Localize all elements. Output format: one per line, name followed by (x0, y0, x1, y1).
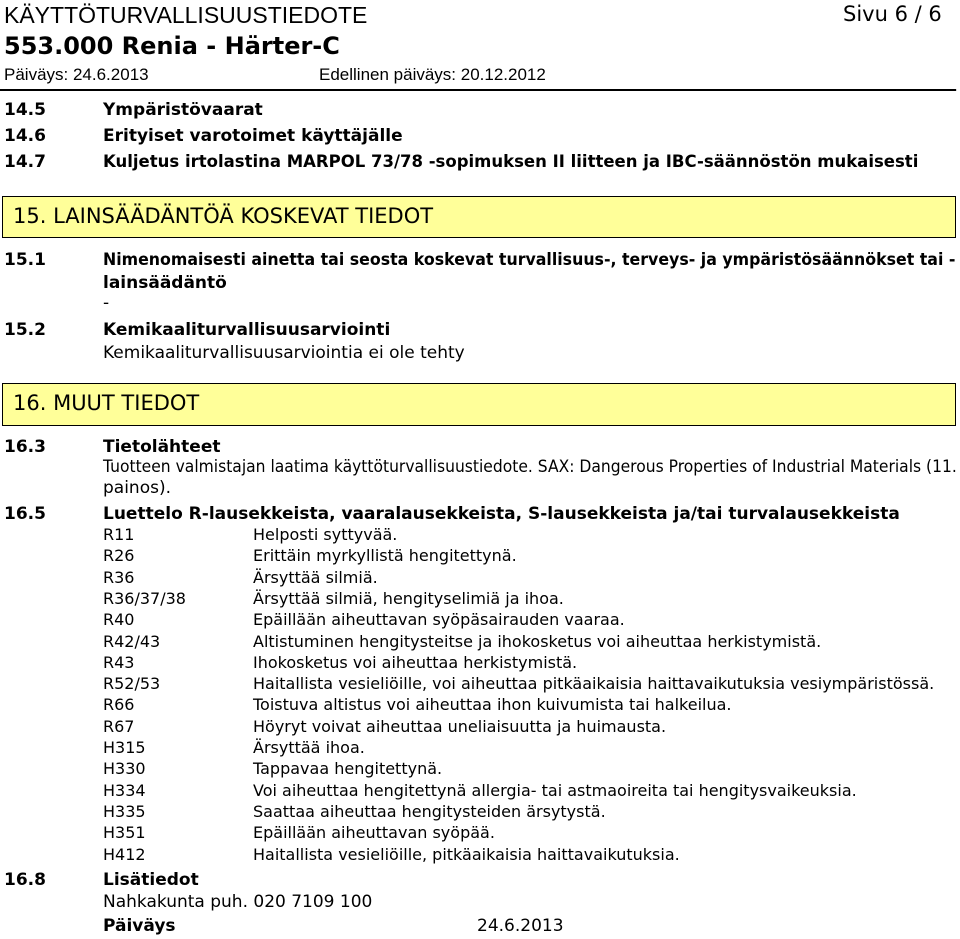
phrase-text: Ärsyttää silmiä, hengityselimiä ja ihoa. (253, 589, 564, 608)
header-divider (0, 89, 956, 91)
section-15-2-value: Kemikaaliturvallisuusarviointia ei ole tehty (103, 343, 465, 363)
phrase-code: R43 (103, 653, 135, 672)
phrase-text: Erittäin myrkyllistä hengitettynä. (253, 546, 517, 565)
phrase-code: R11 (103, 525, 135, 544)
phrase-text: Tappavaa hengitettynä. (253, 759, 443, 778)
section-14-7-number: 14.7 (4, 152, 46, 172)
phrase-code: R67 (103, 717, 135, 736)
phrase-code: H335 (103, 802, 146, 821)
phrase-code: H412 (103, 845, 146, 864)
section-16-3-title: Tietolähteet (103, 437, 221, 457)
phrase-code: R52/53 (103, 674, 161, 693)
section-15-1-title-line1: Nimenomaisesti ainetta tai seosta koskevat turvallisuus-, terveys- ja ympäristösäännökset tai - (103, 250, 956, 269)
section-15-1-number: 15.1 (4, 250, 46, 270)
section-16-heading: 16. MUUT TIEDOT (13, 391, 200, 415)
phrase-text: Toistuva altistus voi aiheuttaa ihon kuivumista tai halkeilua. (253, 695, 732, 714)
section-16-5-title: Luettelo R-lausekkeista, vaaralausekkeista, S-lausekkeista ja/tai turvalausekkeista (103, 504, 900, 524)
phrase-text: Voi aiheuttaa hengitettynä allergia- tai astmaoireita tai hengitysvaikeuksia. (253, 781, 857, 800)
phrase-code: H330 (103, 759, 146, 778)
phrase-code: H334 (103, 781, 146, 800)
footer-date-value: 24.6.2013 (477, 916, 564, 936)
phrase-text: Ärsyttää ihoa. (253, 738, 365, 757)
section-16-8-contact: Nahkakunta puh. 020 7109 100 (103, 892, 373, 912)
section-15-1-value: - (103, 293, 110, 313)
phrase-code: R42/43 (103, 632, 161, 651)
document-title: KÄYTTÖTURVALLISUUSTIEDOTE (4, 2, 368, 28)
section-14-6-title: Erityiset varotoimet käyttäjälle (103, 126, 403, 146)
section-15-heading: 15. LAINSÄÄDÄNTÖÄ KOSKEVAT TIEDOT (13, 204, 434, 228)
phrase-text: Epäillään aiheuttavan syöpäsairauden vaaraa. (253, 610, 625, 629)
section-15-heading-box (2, 196, 956, 238)
phrase-text: Altistuminen hengitysteitse ja ihokosketus voi aiheuttaa herkistymistä. (253, 632, 822, 651)
phrase-text: Höyryt voivat aiheuttaa uneliaisuutta ja huimausta. (253, 717, 667, 736)
issue-date: Päiväys: 24.6.2013 (4, 65, 149, 84)
phrase-text: Helposti syttyvää. (253, 525, 398, 544)
previous-date: Edellinen päiväys: 20.12.2012 (319, 65, 546, 84)
phrase-code: H315 (103, 738, 146, 757)
section-16-3-line2: painos). (103, 478, 171, 498)
section-15-2-number: 15.2 (4, 320, 46, 340)
section-16-3-line1: Tuotteen valmistajan laatima käyttöturvallisuustiedote. SAX: Dangerous Properties of Industrial Materials (11. (103, 457, 957, 476)
phrase-text: Haitallista vesieliöille, pitkäaikaisia haittavaikutuksia. (253, 845, 680, 864)
phrase-code: R36/37/38 (103, 589, 186, 608)
phrase-text: Epäillään aiheuttavan syöpää. (253, 823, 495, 842)
section-14-6-number: 14.6 (4, 126, 46, 146)
phrase-text: Ihokosketus voi aiheuttaa herkistymistä. (253, 653, 578, 672)
footer-date-label: Päiväys (103, 916, 176, 936)
phrase-code: R66 (103, 695, 135, 714)
section-15-2-title: Kemikaaliturvallisuusarviointi (103, 320, 391, 340)
section-16-8-title: Lisätiedot (103, 870, 199, 890)
section-16-3-number: 16.3 (4, 437, 46, 457)
phrase-text: Saattaa aiheuttaa hengitysteiden ärsytystä. (253, 802, 606, 821)
phrase-code: R40 (103, 610, 135, 629)
section-15-1-title-line2: lainsäädäntö (103, 273, 227, 293)
section-16-8-number: 16.8 (4, 870, 46, 890)
phrase-code: R36 (103, 568, 135, 587)
product-name: 553.000 Renia - Härter-C (4, 32, 340, 60)
phrase-text: Ärsyttää silmiä. (253, 568, 378, 587)
section-16-heading-box (2, 383, 956, 426)
phrase-text: Haitallista vesieliöille, voi aiheuttaa pitkäaikaisia haittavaikutuksia vesiympäristössä. (253, 674, 935, 693)
section-14-7-title: Kuljetus irtolastina MARPOL 73/78 -sopimuksen II liitteen ja IBC-säännöstön mukaisesti (103, 152, 919, 171)
page-number: Sivu 6 / 6 (843, 2, 942, 26)
phrase-code: R26 (103, 546, 135, 565)
phrase-code: H351 (103, 823, 146, 842)
section-16-5-number: 16.5 (4, 504, 46, 524)
section-14-5-title: Ympäristövaarat (103, 100, 263, 120)
section-14-5-number: 14.5 (4, 100, 46, 120)
